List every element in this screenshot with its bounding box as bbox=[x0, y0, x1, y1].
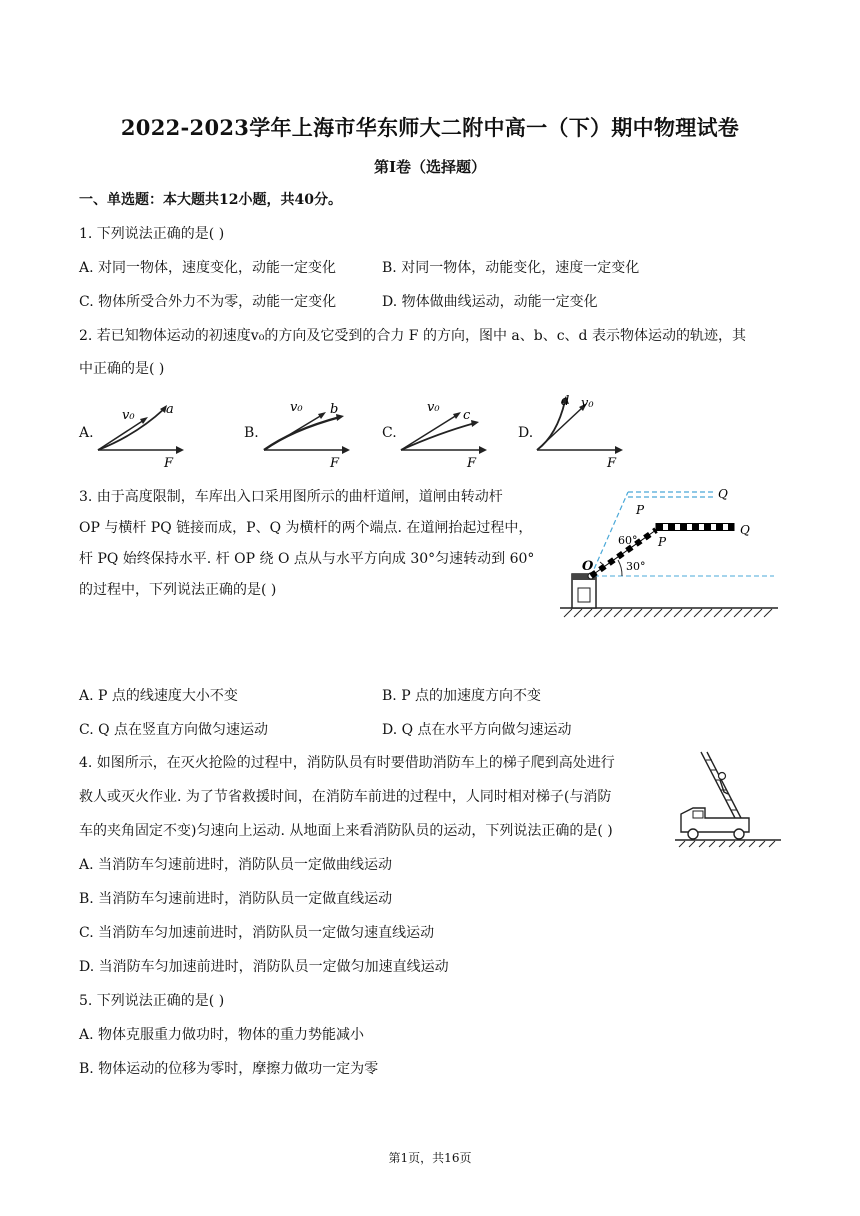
q3-fig-label-Q-raised: Q bbox=[718, 487, 728, 501]
q5-stem: 5. 下列说法正确的是( ) bbox=[79, 993, 225, 1009]
q1-option-d: D. 物体做曲线运动，动能一定变化 bbox=[382, 294, 598, 310]
q2-fig-a-F: F bbox=[164, 456, 174, 471]
q1-stem: 1. 下列说法正确的是( ) bbox=[79, 226, 225, 242]
q4-stem-line2: 救人或灭火作业. 为了节省救援时间，在消防车前进的过程中，人同时相对梯子(与消防 bbox=[79, 789, 612, 805]
q2-option-d-label: D. bbox=[518, 425, 534, 441]
q5-option-b: B. 物体运动的位移为零时，摩擦力做功一定为零 bbox=[79, 1061, 379, 1077]
q4-fire-truck-figure bbox=[675, 748, 785, 848]
q1-option-c: C. 物体所受合外力不为零，动能一定变化 bbox=[79, 294, 337, 310]
q3-option-a: A. P 点的线速度大小不变 bbox=[79, 688, 238, 704]
q2-fig-b-letter: b bbox=[330, 402, 339, 417]
q3-option-c: C. Q 点在竖直方向做匀速运动 bbox=[79, 722, 269, 738]
q3-fig-angle-30: 30° bbox=[626, 560, 646, 573]
q3-stem-line1: 3. 由于高度限制，车库出入口采用图所示的曲杆道闸，道闸由转动杆 bbox=[79, 489, 503, 505]
q2-figure-d bbox=[535, 394, 625, 471]
q2-fig-d-v0: v₀ bbox=[581, 396, 594, 411]
q3-stem-line3: 杆 PQ 始终保持水平. 杆 OP 绕 O 点从与水平方向成 30°匀速转动到 60° bbox=[79, 551, 535, 567]
q4-option-c: C. 当消防车匀加速前进时，消防队员一定做匀速直线运动 bbox=[79, 925, 435, 941]
section-heading: 一、单选题：本大题共12小题，共40分。 bbox=[79, 192, 342, 208]
q2-fig-c-F: F bbox=[467, 456, 477, 471]
q1-option-b: B. 对同一物体，动能变化，速度一定变化 bbox=[382, 260, 640, 276]
q2-figure-c bbox=[399, 395, 489, 471]
q3-fig-label-P: P bbox=[658, 535, 667, 549]
q3-stem-line4: 的过程中，下列说法正确的是( ) bbox=[79, 582, 277, 598]
page-title: 2022-2023学年上海市华东师大二附中高一（下）期中物理试卷 bbox=[120, 115, 740, 140]
q3-fig-label-O: O bbox=[582, 559, 594, 574]
q3-fig-angle-60: 60° bbox=[618, 534, 638, 547]
q3-option-d: D. Q 点在水平方向做匀速运动 bbox=[382, 722, 572, 738]
q2-figure-b bbox=[262, 395, 352, 471]
q2-option-c-label: C. bbox=[382, 425, 397, 441]
q2-stem-line1: 2. 若已知物体运动的初速度v₀的方向及它受到的合力 F 的方向，图中 a、b、c、d 表示物体运动的轨迹，其 bbox=[79, 328, 746, 344]
q1-option-a: A. 对同一物体，速度变化，动能一定变化 bbox=[79, 260, 337, 276]
q2-fig-b-v0: v₀ bbox=[290, 400, 303, 415]
q2-fig-c-v0: v₀ bbox=[427, 400, 440, 415]
q2-stem-line2: 中正确的是( ) bbox=[79, 361, 165, 377]
q4-stem-line3: 车的夹角固定不变)匀速向上运动. 从地面上来看消防队员的运动，下列说法正确的是( ) bbox=[79, 823, 613, 839]
q2-option-a-label: A. bbox=[79, 425, 94, 441]
q4-option-a: A. 当消防车匀速前进时，消防队员一定做曲线运动 bbox=[79, 857, 393, 873]
q3-option-b: B. P 点的加速度方向不变 bbox=[382, 688, 542, 704]
q2-fig-b-F: F bbox=[330, 456, 340, 471]
q3-stem-line2: OP 与横杆 PQ 链接而成，P、Q 为横杆的两个端点. 在道闸抬起过程中， bbox=[79, 520, 533, 536]
q3-gate-figure bbox=[560, 480, 780, 622]
q5-option-a: A. 物体克服重力做功时，物体的重力势能减小 bbox=[79, 1027, 365, 1043]
q2-fig-c-letter: c bbox=[463, 408, 471, 423]
q2-fig-d-letter: d bbox=[561, 394, 570, 409]
q3-fig-label-P-raised: P bbox=[636, 503, 645, 517]
q2-option-b-label: B. bbox=[244, 425, 259, 441]
q2-figure-a bbox=[96, 395, 186, 471]
q4-option-d: D. 当消防车匀加速前进时，消防队员一定做匀加速直线运动 bbox=[79, 959, 449, 975]
page-subtitle: 第I卷（选择题） bbox=[373, 158, 487, 176]
page-footer: 第1页，共16页 bbox=[388, 1151, 472, 1165]
q3-fig-label-Q: Q bbox=[740, 523, 750, 537]
q4-option-b: B. 当消防车匀速前进时，消防队员一定做直线运动 bbox=[79, 891, 393, 907]
q2-fig-a-v0: v₀ bbox=[122, 408, 135, 423]
q2-fig-a-letter: a bbox=[166, 402, 174, 417]
q2-fig-d-F: F bbox=[607, 456, 617, 471]
q4-stem-line1: 4. 如图所示，在灭火抢险的过程中，消防队员有时要借助消防车上的梯子爬到高处进行 bbox=[79, 755, 615, 771]
